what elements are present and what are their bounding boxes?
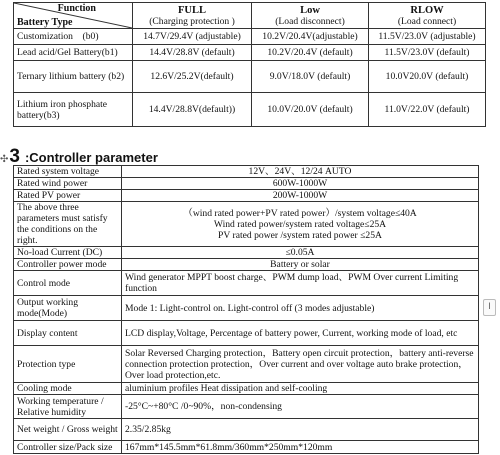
rlow-value-cell: 11.0V/22.0V (default) [369,93,486,127]
param-label: Controller power mode [14,259,122,271]
param-label: No-load Current (DC) [14,247,122,259]
table-row [14,247,479,259]
section-title: :Controller parameter [24,150,158,165]
text-cursor-icon[interactable]: I [483,299,496,316]
param-label: Working temperature / Relative humidity [14,395,122,419]
low-value-cell: 10.2V/20.4V(adjustable) [252,29,369,45]
table-row [14,271,479,296]
param-label: Rated wind power [14,178,122,190]
param-label: Rated PV power [14,190,122,202]
header-low [252,3,369,29]
param-value: aluminium profiles Heat dissipation and self-cooling [122,383,479,395]
low-value-cell: 10.0V/20.0V (default) [252,93,369,127]
table-row [14,166,479,178]
full-value-cell: 12.6V/25.2V(default) [133,61,252,93]
header-low-sub: (Load disconnect) [275,15,345,27]
table-row [14,395,479,419]
low-value-cell: 9.0V/18.0V (default) [252,61,369,93]
header-battery-type-label: Battery Type [17,17,73,28]
param-value: 600W-1000W [122,178,479,190]
header-low-title: Low [300,4,320,16]
param-value [122,202,479,247]
rlow-value-cell: 11.5V/23.0V (adjustable) [369,29,486,45]
param-value: Mode 1: Light-control on. Light-control off (3 modes adjustable) [122,296,479,321]
param-label: Rated system voltage [14,166,122,178]
battery-type-cell: Ternary lithium battery (b2) [14,61,133,93]
condition-line: PV rated power /system rated power ≤25A [218,229,382,241]
table-row [14,190,479,202]
battery-type-cell: Lead acid/Gel Battery(b1) [14,45,133,61]
full-value-cell: 14.4V/28.8V(default)) [133,93,252,127]
header-function-battery-type [14,3,133,29]
table-row [14,259,479,271]
header-rlow [369,3,486,29]
param-label: Protection type [14,346,122,383]
battery-type-cell: Lithium iron phosphate battery(b3) [14,93,133,127]
table-row [14,93,486,127]
table-row [14,202,479,247]
param-label: Display content [14,321,122,346]
header-full-sub: (Charging protection ) [149,15,235,27]
full-value-cell: 14.4V/28.8V (default) [133,45,252,61]
table-row [14,61,486,93]
battery-type-cell: Customization (b0) [14,29,133,45]
condition-line: Wind rated power/system rated voltage≤25A [213,218,387,230]
param-label: Net weight / Gross weight [14,419,122,441]
section-heading [0,146,158,166]
header-function-label: Function [57,3,96,14]
condition-line: （wind rated power+PV rated power）/system voltage≤40A [183,207,417,219]
param-value: LCD display,Voltage, Percentage of battery power, Current, working mode of load, etc [122,321,479,346]
header-rlow-title: RLOW [410,4,444,16]
param-label: Cooling mode [14,383,122,395]
param-label: Control mode [14,271,122,296]
header-full [133,3,252,29]
param-value: ≤0.05A [122,247,479,259]
param-value: Wind generator MPPT boost charge、PWM dump load、PWM Over current Limiting function [122,271,479,296]
param-label: Output working mode(Mode) [14,296,122,321]
table-row [14,178,479,190]
table-row [14,321,479,346]
table-row [14,29,486,45]
table-row [14,296,479,321]
param-label: The above three parameters must satisfy the conditions on the right. [14,202,122,247]
move-handle-icon[interactable]: ✣ [0,154,9,165]
param-value: Solar Reversed Charging protection，Battery open circuit protection，battery anti-reverse connection protection protection，Over current and over voltage auto brake protection，Over load protection,etc. [122,346,479,383]
param-value: -25°C~+80°C /0~90%，non-condensing [122,395,479,419]
battery-type-table [13,2,486,127]
rlow-value-cell: 10.0V20.0V (default) [369,61,486,93]
param-value: 12V、24V、12/24 AUTO [122,166,479,178]
controller-parameter-table [13,165,479,454]
table-row [14,45,486,61]
section-number: 3 [9,146,20,167]
table-row [14,383,479,395]
low-value-cell: 10.2V/20.4V (default) [252,45,369,61]
param-value: 200W-1000W [122,190,479,202]
param-value: 167mm*145.5mm*61.8mm/360mm*250mm*120mm [122,441,479,454]
table-row [14,441,479,454]
header-rlow-sub: (Load connect) [397,15,457,27]
rlow-value-cell: 11.5V/23.0V (default) [369,45,486,61]
param-value: 2.35/2.85kg [122,419,479,441]
table-row [14,346,479,383]
table-row [14,419,479,441]
header-full-title: FULL [177,4,206,16]
param-value: Battery or solar [122,259,479,271]
full-value-cell: 14.7V/29.4V (adjustable) [133,29,252,45]
param-label: Controller size/Pack size [14,441,122,454]
